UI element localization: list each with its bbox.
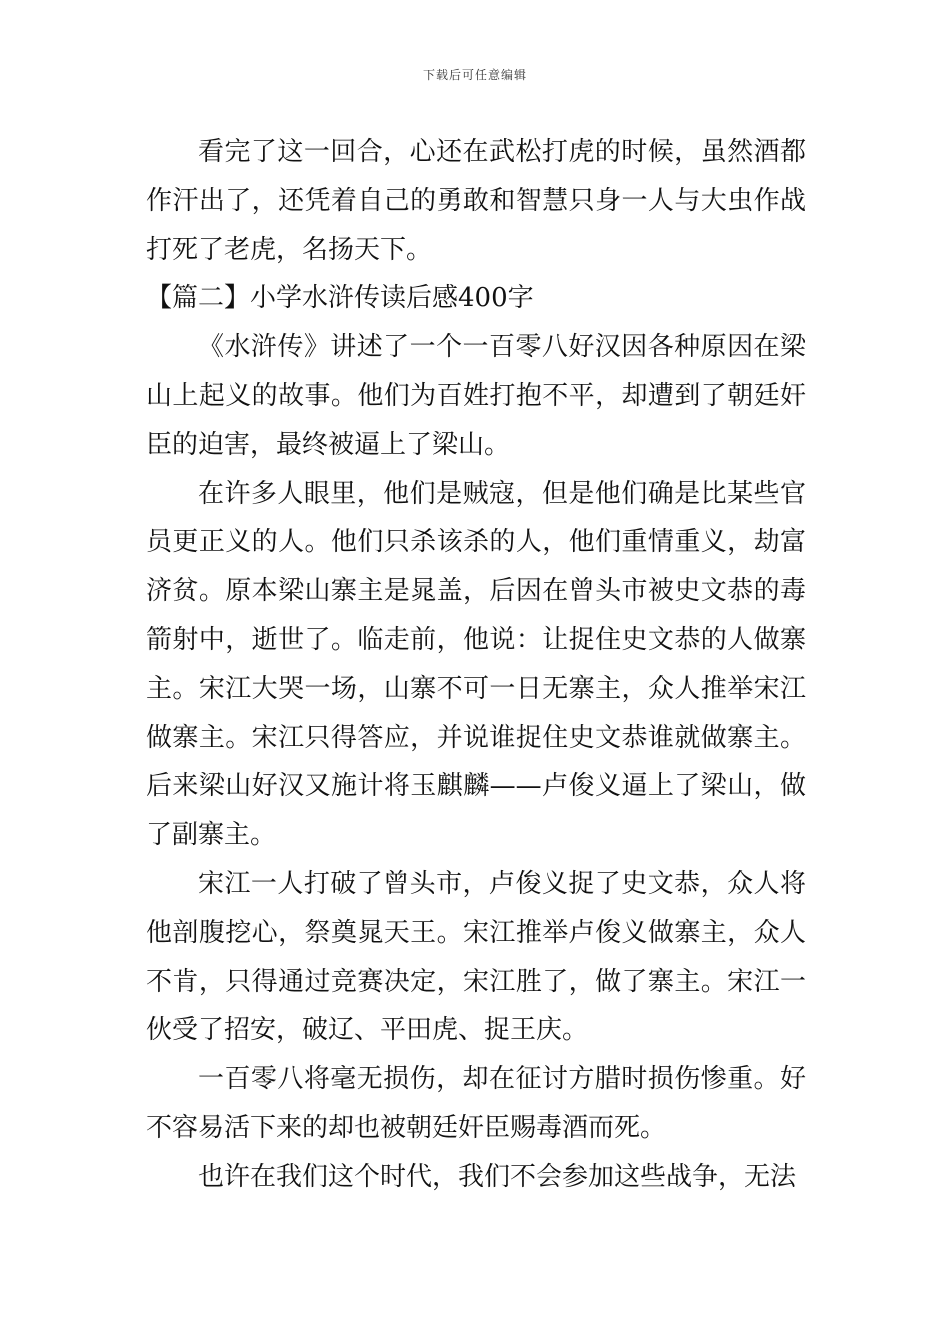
paragraph: 《水浒传》讲述了一个一百零八好汉因各种原因在梁山上起义的故事。他们为百姓打抱不平，却遭到了朝廷奸臣的迫害，最终被逼上了梁山。 xyxy=(146,332,806,460)
paragraph: 也许在我们这个时代，我们不会参加这些战争，无法 xyxy=(198,1161,797,1192)
paragraph: 宋江一人打破了曾头市，卢俊义捉了史文恭，众人将他剖腹挖心，祭奠晁天王。宋江推举卢俊义做寨主，众人不肯，只得通过竞赛决定，宋江胜了，做了寨主。宋江一伙受了招安，破辽、平田虎、捉王庆。 xyxy=(146,868,806,1046)
paragraph: 看完了这一回合，心还在武松打虎的时候，虽然酒都作汗出了，还凭着自己的勇敢和智慧只身一人与大虫作战打死了老虎，名扬天下。 xyxy=(146,137,806,265)
paragraph: 在许多人眼里，他们是贼寇，但是他们确是比某些官员更正义的人。他们只杀该杀的人，他们重情重义，劫富济贫。原本梁山寨主是晁盖，后因在曾头市被史文恭的毒箭射中，逝世了。临走前，他说：让捉住史文恭的人做寨主。宋江大哭一场，山寨不可一日无寨主，众人推举宋江做寨主。宋江只得答应，并说谁捉住史文恭谁就做寨主。后来梁山好汉又施计将玉麒麟——卢俊义逼上了梁山，做了副寨主。 xyxy=(146,478,806,851)
page-header: 下载后可任意编辑 xyxy=(422,68,527,82)
document-body xyxy=(146,128,806,1202)
section-heading: 【篇二】小学水浒传读后感400字 xyxy=(146,283,534,314)
paragraph: 一百零八将毫无损伤，却在征讨方腊时损伤惨重。好不容易活下来的却也被朝廷奸臣赐毒酒而死。 xyxy=(146,1064,806,1143)
